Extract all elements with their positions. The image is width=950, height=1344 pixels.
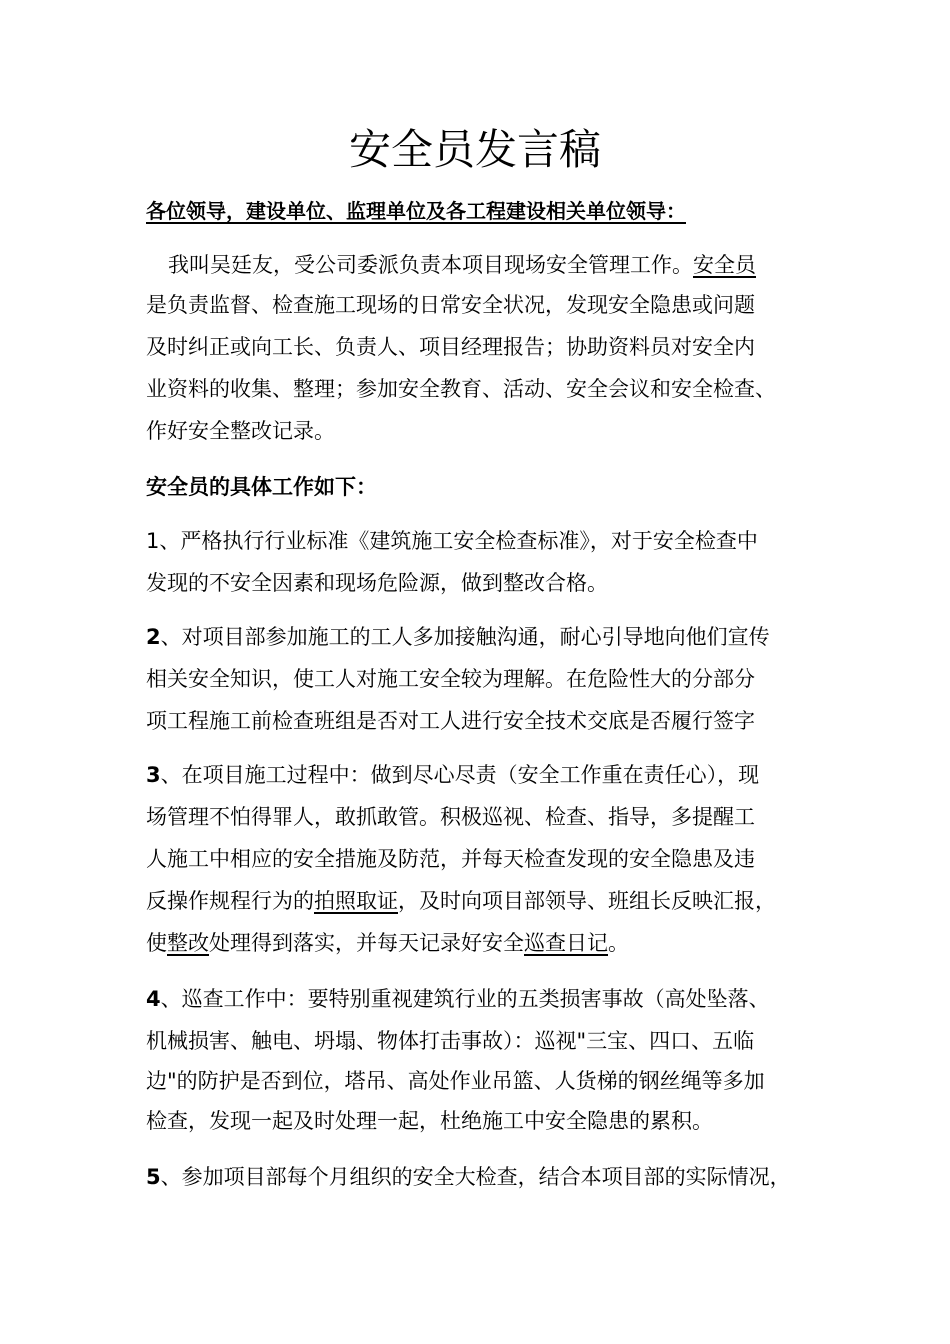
item2-line-1 <box>146 622 770 652</box>
item4-line-3: 边"的防护是否到位，塔吊、高处作业吊篮、人货梯的钢丝绳等多加 <box>146 1069 765 1093</box>
item2-number: 2 <box>146 625 161 649</box>
section-heading: 安全员的具体工作如下： <box>146 475 377 499</box>
item3-text: ，及时向项目部领导、班组长反映汇报， <box>398 889 776 913</box>
rectification-link[interactable]: 整改 <box>167 931 209 955</box>
item4-line-1 <box>146 984 770 1014</box>
item3-line-1 <box>146 760 759 790</box>
intro-line-1 <box>168 250 756 280</box>
item3-text: 。 <box>608 931 629 955</box>
item5-line-1 <box>146 1162 791 1192</box>
item2-line-2: 相关安全知识，使工人对施工安全较为理解。在危险性大的分部分 <box>146 667 755 691</box>
item3-text: 反操作规程行为的 <box>146 889 314 913</box>
photo-evidence-link[interactable]: 拍照取证 <box>314 889 398 913</box>
item3-line-3: 人施工中相应的安全措施及防范，并每天检查发现的安全隐患及违 <box>146 847 755 871</box>
item3-line-4 <box>146 886 776 916</box>
item3-line-2: 场管理不怕得罪人，敢抓敢管。积极巡视、检查、指导，多提醒工 <box>146 805 755 829</box>
item5-number: 5 <box>146 1165 161 1189</box>
item4-text: 、巡查工作中：要特别重视建筑行业的五类损害事故（高处坠落、 <box>160 987 770 1011</box>
item4-line-4: 检查，发现一起及时处理一起，杜绝施工中安全隐患的累积。 <box>146 1109 713 1133</box>
item3-text: 处理得到落实，并每天记录好安全 <box>209 931 524 955</box>
item1-line-1: 1、严格执行行业标准《建筑施工安全检查标准》，对于安全检查中 <box>146 529 758 553</box>
inspection-diary-link[interactable]: 巡查日记 <box>524 931 608 955</box>
item2-line-3: 项工程施工前检查班组是否对工人进行安全技术交底是否履行签字 <box>146 709 755 733</box>
page-title: 安全员发言稿 <box>348 125 601 174</box>
item4-number: 4 <box>146 987 161 1011</box>
safety-officer-link[interactable]: 安全员 <box>693 253 756 277</box>
intro-line-3: 及时纠正或向工长、负责人、项目经理报告；协助资料员对安全内 <box>146 335 755 359</box>
intro-line-5: 作好安全整改记录。 <box>146 419 335 443</box>
item2-text: 、对项目部参加施工的工人多加接触沟通，耐心引导地向他们宣传 <box>160 625 770 649</box>
intro-line-2: 是负责监督、检查施工现场的日常安全状况，发现安全隐患或问题 <box>146 293 755 317</box>
item3-line-5 <box>146 928 629 958</box>
intro-text: 我叫吴廷友，受公司委派负责本项目现场安全管理工作。 <box>168 253 693 277</box>
item4-line-2: 机械损害、触电、坍塌、物体打击事故）：巡视"三宝、四口、五临 <box>146 1029 755 1053</box>
item5-text: 、参加项目部每个月组织的安全大检查，结合本项目部的实际情况， <box>160 1165 791 1189</box>
intro-line-4: 业资料的收集、整理；参加安全教育、活动、安全会议和安全检查、 <box>146 377 776 401</box>
item3-number: 3 <box>146 763 161 787</box>
item1-line-2: 发现的不安全因素和现场危险源，做到整改合格。 <box>146 571 608 595</box>
item3-text: 、在项目施工过程中：做到尽心尽责（安全工作重在责任心），现 <box>160 763 760 787</box>
item3-text: 使 <box>146 931 167 955</box>
salutation: 各位领导，建设单位、监理单位及各工程建设相关单位领导： <box>146 199 686 223</box>
